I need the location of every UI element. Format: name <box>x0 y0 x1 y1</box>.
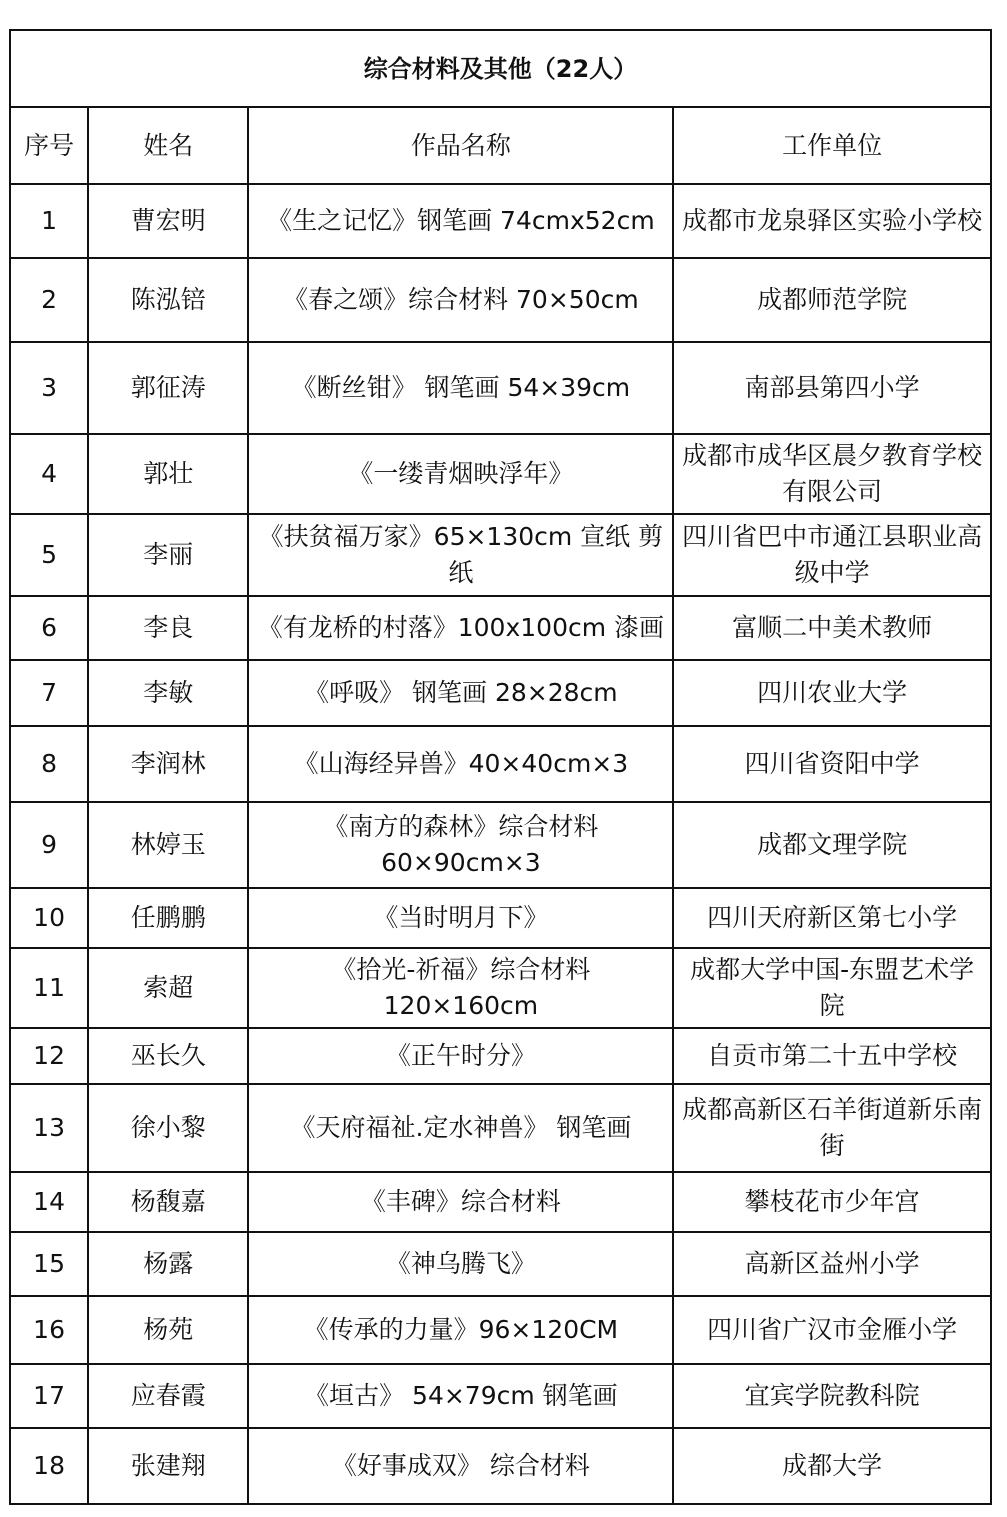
row-work: 《一缕青烟映浮年》 <box>248 434 673 514</box>
header-index: 序号 <box>10 107 88 184</box>
row-unit: 自贡市第二十五中学校 <box>673 1028 991 1084</box>
table-row <box>10 1172 991 1232</box>
row-work: 《传承的力量》96×120CM <box>248 1296 673 1364</box>
row-name: 任鹏鹏 <box>88 888 248 948</box>
row-unit: 高新区益州小学 <box>673 1232 991 1296</box>
row-index: 6 <box>10 596 88 660</box>
row-work: 《好事成双》 综合材料 <box>248 1428 673 1504</box>
row-work: 《南方的森林》综合材料 60×90cm×3 <box>248 802 673 888</box>
row-work: 《当时明月下》 <box>248 888 673 948</box>
row-work: 《扶贫福万家》65×130cm 宣纸 剪纸 <box>248 514 673 596</box>
row-unit: 成都市成华区晨夕教育学校有限公司 <box>673 434 991 514</box>
row-name: 郭征涛 <box>88 342 248 434</box>
row-name: 徐小黎 <box>88 1084 248 1172</box>
row-unit: 成都高新区石羊街道新乐南街 <box>673 1084 991 1172</box>
row-name: 李良 <box>88 596 248 660</box>
header-row <box>10 107 991 184</box>
row-index: 2 <box>10 258 88 342</box>
row-unit: 宜宾学院教科院 <box>673 1364 991 1428</box>
row-index: 1 <box>10 184 88 258</box>
row-index: 3 <box>10 342 88 434</box>
table-row <box>10 1428 991 1504</box>
row-name: 陈泓锫 <box>88 258 248 342</box>
table-row <box>10 1084 991 1172</box>
row-index: 8 <box>10 726 88 802</box>
row-unit: 成都文理学院 <box>673 802 991 888</box>
row-work: 《拾光-祈福》综合材料 120×160cm <box>248 948 673 1028</box>
row-unit: 成都大学中国-东盟艺术学院 <box>673 948 991 1028</box>
row-work: 《有龙桥的村落》100x100cm 漆画 <box>248 596 673 660</box>
row-name: 杨露 <box>88 1232 248 1296</box>
table-row <box>10 596 991 660</box>
row-index: 4 <box>10 434 88 514</box>
row-work: 《春之颂》综合材料 70×50cm <box>248 258 673 342</box>
row-unit: 成都师范学院 <box>673 258 991 342</box>
row-name: 李丽 <box>88 514 248 596</box>
row-work: 《正午时分》 <box>248 1028 673 1084</box>
row-unit: 成都大学 <box>673 1428 991 1504</box>
table-row <box>10 802 991 888</box>
row-name: 郭壮 <box>88 434 248 514</box>
row-work: 《丰碑》综合材料 <box>248 1172 673 1232</box>
row-index: 11 <box>10 948 88 1028</box>
row-unit: 四川省资阳中学 <box>673 726 991 802</box>
row-name: 杨苑 <box>88 1296 248 1364</box>
table-row <box>10 948 991 1028</box>
row-index: 16 <box>10 1296 88 1364</box>
table-row <box>10 726 991 802</box>
row-work: 《天府福祉.定水神兽》 钢笔画 <box>248 1084 673 1172</box>
header-work: 作品名称 <box>248 107 673 184</box>
table-row <box>10 1296 991 1364</box>
header-unit: 工作单位 <box>673 107 991 184</box>
row-index: 12 <box>10 1028 88 1084</box>
title-row <box>10 30 991 107</box>
row-index: 15 <box>10 1232 88 1296</box>
row-work: 《生之记忆》钢笔画 74cmx52cm <box>248 184 673 258</box>
row-index: 10 <box>10 888 88 948</box>
row-index: 18 <box>10 1428 88 1504</box>
row-unit: 四川省广汉市金雁小学 <box>673 1296 991 1364</box>
table-row <box>10 514 991 596</box>
table-row <box>10 1364 991 1428</box>
row-name: 李润林 <box>88 726 248 802</box>
table-title: 综合材料及其他（22人） <box>10 30 991 107</box>
row-name: 索超 <box>88 948 248 1028</box>
row-index: 5 <box>10 514 88 596</box>
row-name: 张建翔 <box>88 1428 248 1504</box>
row-name: 李敏 <box>88 660 248 726</box>
row-name: 杨馥嘉 <box>88 1172 248 1232</box>
row-index: 7 <box>10 660 88 726</box>
row-index: 14 <box>10 1172 88 1232</box>
row-work: 《断丝钳》 钢笔画 54×39cm <box>248 342 673 434</box>
row-name: 应春霞 <box>88 1364 248 1428</box>
row-unit: 四川省巴中市通江县职业高级中学 <box>673 514 991 596</box>
row-work: 《垣古》 54×79cm 钢笔画 <box>248 1364 673 1428</box>
table-row <box>10 888 991 948</box>
row-work: 《山海经异兽》40×40cm×3 <box>248 726 673 802</box>
row-unit: 成都市龙泉驿区实验小学校 <box>673 184 991 258</box>
row-index: 9 <box>10 802 88 888</box>
row-work: 《呼吸》 钢笔画 28×28cm <box>248 660 673 726</box>
row-unit: 四川农业大学 <box>673 660 991 726</box>
table-row <box>10 1028 991 1084</box>
table-row <box>10 184 991 258</box>
row-unit: 富顺二中美术教师 <box>673 596 991 660</box>
table-row <box>10 434 991 514</box>
row-name: 林婷玉 <box>88 802 248 888</box>
row-unit: 四川天府新区第七小学 <box>673 888 991 948</box>
table-row <box>10 660 991 726</box>
row-name: 巫长久 <box>88 1028 248 1084</box>
row-unit: 南部县第四小学 <box>673 342 991 434</box>
row-unit: 攀枝花市少年宫 <box>673 1172 991 1232</box>
row-index: 17 <box>10 1364 88 1428</box>
table-row <box>10 258 991 342</box>
table-row <box>10 342 991 434</box>
header-name: 姓名 <box>88 107 248 184</box>
row-index: 13 <box>10 1084 88 1172</box>
row-work: 《神乌腾飞》 <box>248 1232 673 1296</box>
table-row <box>10 1232 991 1296</box>
roster-table <box>9 29 992 1505</box>
row-name: 曹宏明 <box>88 184 248 258</box>
